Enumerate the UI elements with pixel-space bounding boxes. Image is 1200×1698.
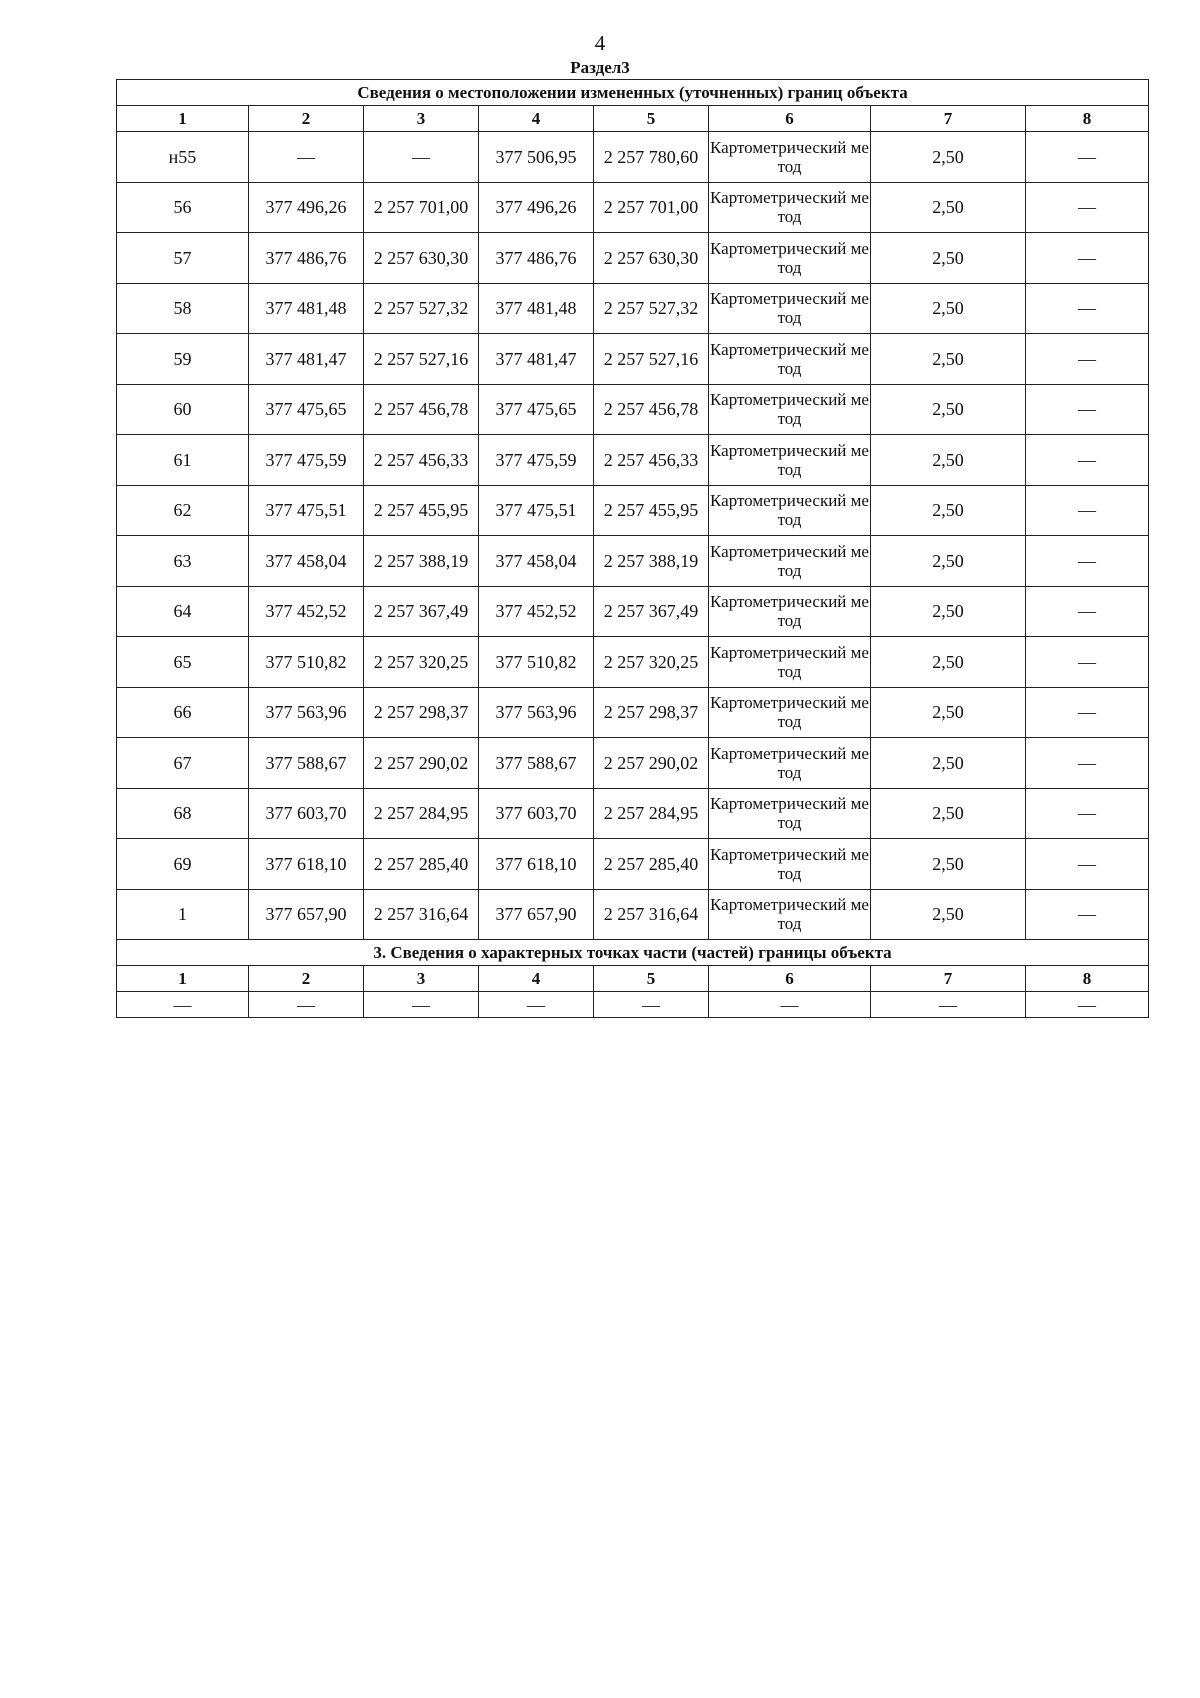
table-cell: — xyxy=(1026,233,1149,284)
column-header: 6 xyxy=(709,106,871,132)
table-cell: Картометрический метод xyxy=(709,132,871,183)
table-cell: 377 618,10 xyxy=(479,839,594,890)
table-cell: — xyxy=(1026,132,1149,183)
table-cell: Картометрический метод xyxy=(709,233,871,284)
table-cell: — xyxy=(1026,992,1149,1018)
table-cell: — xyxy=(1026,839,1149,890)
table-row xyxy=(117,334,1149,385)
table-cell: — xyxy=(1026,738,1149,789)
table-row xyxy=(117,435,1149,486)
table-cell: 2 257 298,37 xyxy=(594,687,709,738)
table-row xyxy=(117,233,1149,284)
table-cell: Картометрический метод xyxy=(709,283,871,334)
table-cell: 2 257 388,19 xyxy=(594,536,709,587)
table-row xyxy=(117,788,1149,839)
table-cell: — xyxy=(1026,687,1149,738)
column-header: 8 xyxy=(1026,106,1149,132)
table-cell: 377 458,04 xyxy=(249,536,364,587)
column-header: 6 xyxy=(709,966,871,992)
table-cell: 377 475,65 xyxy=(479,384,594,435)
table-cell: 2 257 285,40 xyxy=(364,839,479,890)
table-cell: — xyxy=(364,992,479,1018)
page-number: 4 xyxy=(594,31,606,55)
column-header: 4 xyxy=(479,966,594,992)
table-cell: 377 496,26 xyxy=(479,182,594,233)
table-row xyxy=(117,738,1149,789)
table-cell: 61 xyxy=(117,435,249,486)
table-row xyxy=(117,485,1149,536)
table-cell: — xyxy=(1026,283,1149,334)
table-cell: 377 475,59 xyxy=(249,435,364,486)
table-row xyxy=(117,637,1149,688)
column-header: 1 xyxy=(117,106,249,132)
table-cell: Картометрический метод xyxy=(709,637,871,688)
table-cell: Картометрический метод xyxy=(709,788,871,839)
column-header: 5 xyxy=(594,106,709,132)
table-cell: Картометрический метод xyxy=(709,182,871,233)
table-cell: — xyxy=(1026,536,1149,587)
column-header: 4 xyxy=(479,106,594,132)
table-row xyxy=(117,992,1149,1018)
table-cell: 377 475,51 xyxy=(479,485,594,536)
table-cell: 2 257 527,16 xyxy=(594,334,709,385)
boundary-coordinates-table xyxy=(116,79,1149,1018)
table-cell: 377 657,90 xyxy=(479,889,594,940)
table-cell: Картометрический метод xyxy=(709,839,871,890)
table-cell: 67 xyxy=(117,738,249,789)
table-cell: н55 xyxy=(117,132,249,183)
table-cell: 2 257 284,95 xyxy=(364,788,479,839)
table-cell: 2,50 xyxy=(871,233,1026,284)
table-cell: 57 xyxy=(117,233,249,284)
table-cell: 2 257 320,25 xyxy=(594,637,709,688)
table2-title-row xyxy=(117,940,1149,966)
table-cell: 2,50 xyxy=(871,637,1026,688)
table-cell: Картометрический метод xyxy=(709,384,871,435)
table-cell: 2,50 xyxy=(871,182,1026,233)
table1-title-row xyxy=(117,80,1149,106)
table-cell: Картометрический метод xyxy=(709,687,871,738)
table-cell: 2 257 388,19 xyxy=(364,536,479,587)
table-cell: 377 475,51 xyxy=(249,485,364,536)
table-cell: 377 452,52 xyxy=(479,586,594,637)
table-cell: 377 618,10 xyxy=(249,839,364,890)
column-header: 7 xyxy=(871,106,1026,132)
table-cell: 59 xyxy=(117,334,249,385)
table-cell: 69 xyxy=(117,839,249,890)
table-cell: 2 257 630,30 xyxy=(594,233,709,284)
table-cell: — xyxy=(1026,384,1149,435)
table-cell: 377 563,96 xyxy=(479,687,594,738)
table-cell: 56 xyxy=(117,182,249,233)
table-cell: 377 481,47 xyxy=(479,334,594,385)
column-header: 3 xyxy=(364,966,479,992)
table-cell: 2 257 527,32 xyxy=(594,283,709,334)
table-cell: 2 257 527,32 xyxy=(364,283,479,334)
table-cell: 2,50 xyxy=(871,334,1026,385)
table-cell: 2,50 xyxy=(871,384,1026,435)
table-cell: 2,50 xyxy=(871,839,1026,890)
table-cell: — xyxy=(709,992,871,1018)
column-header: 1 xyxy=(117,966,249,992)
table-cell: — xyxy=(1026,485,1149,536)
table-cell: 2,50 xyxy=(871,485,1026,536)
table-cell: 63 xyxy=(117,536,249,587)
table-cell: Картометрический метод xyxy=(709,485,871,536)
section-title: Раздел3 xyxy=(570,58,630,77)
table-cell: 2,50 xyxy=(871,738,1026,789)
table-cell: 2 257 290,02 xyxy=(594,738,709,789)
table2-header-row xyxy=(117,966,1149,992)
column-header: 3 xyxy=(364,106,479,132)
table-cell: 2 257 455,95 xyxy=(594,485,709,536)
table-cell: 377 563,96 xyxy=(249,687,364,738)
table-cell: — xyxy=(249,132,364,183)
table-cell: 2 257 284,95 xyxy=(594,788,709,839)
table-cell: 2 257 456,78 xyxy=(364,384,479,435)
table-cell: 2,50 xyxy=(871,788,1026,839)
table-cell: — xyxy=(1026,586,1149,637)
table-cell: — xyxy=(117,992,249,1018)
table-cell: 2 257 780,60 xyxy=(594,132,709,183)
table-cell: 377 496,26 xyxy=(249,182,364,233)
table-cell: Картометрический метод xyxy=(709,334,871,385)
table-row xyxy=(117,182,1149,233)
table-cell: 60 xyxy=(117,384,249,435)
table-cell: — xyxy=(479,992,594,1018)
table-cell: 1 xyxy=(117,889,249,940)
table-cell: 2 257 367,49 xyxy=(364,586,479,637)
column-header: 8 xyxy=(1026,966,1149,992)
table-cell: 2 257 316,64 xyxy=(594,889,709,940)
table-cell: 377 506,95 xyxy=(479,132,594,183)
table-cell: 377 475,59 xyxy=(479,435,594,486)
table-cell: 2,50 xyxy=(871,536,1026,587)
table-cell: 2 257 456,33 xyxy=(594,435,709,486)
table-cell: 64 xyxy=(117,586,249,637)
table-row xyxy=(117,586,1149,637)
table-cell: 377 510,82 xyxy=(249,637,364,688)
table-cell: 65 xyxy=(117,637,249,688)
column-header: 2 xyxy=(249,966,364,992)
table-cell: 66 xyxy=(117,687,249,738)
table-cell: 62 xyxy=(117,485,249,536)
table-row xyxy=(117,839,1149,890)
table-cell: 377 657,90 xyxy=(249,889,364,940)
table-cell: — xyxy=(1026,435,1149,486)
table-cell: — xyxy=(1026,334,1149,385)
table-cell: Картометрический метод xyxy=(709,536,871,587)
table2-title: 3. Сведения о характерных точках части (частей) границы объекта xyxy=(117,940,1149,966)
table-cell: 2 257 455,95 xyxy=(364,485,479,536)
table-cell: 377 603,70 xyxy=(479,788,594,839)
table-cell: 2 257 320,25 xyxy=(364,637,479,688)
table-cell: 58 xyxy=(117,283,249,334)
table-cell: 2 257 298,37 xyxy=(364,687,479,738)
table-cell: 377 458,04 xyxy=(479,536,594,587)
table-cell: 2 257 456,33 xyxy=(364,435,479,486)
table-row xyxy=(117,687,1149,738)
table-cell: 2,50 xyxy=(871,889,1026,940)
table-cell: 68 xyxy=(117,788,249,839)
column-header: 2 xyxy=(249,106,364,132)
table-cell: 2 257 527,16 xyxy=(364,334,479,385)
table-cell: — xyxy=(871,992,1026,1018)
table-row xyxy=(117,889,1149,940)
table-cell: — xyxy=(1026,788,1149,839)
table-cell: 377 481,47 xyxy=(249,334,364,385)
table-cell: 2,50 xyxy=(871,586,1026,637)
table-cell: 377 452,52 xyxy=(249,586,364,637)
table-row xyxy=(117,384,1149,435)
table-cell: 2,50 xyxy=(871,687,1026,738)
table-cell: 2,50 xyxy=(871,283,1026,334)
table-cell: 2 257 290,02 xyxy=(364,738,479,789)
table1-header-row xyxy=(117,106,1149,132)
table-cell: — xyxy=(1026,182,1149,233)
table-row xyxy=(117,132,1149,183)
table-cell: — xyxy=(1026,889,1149,940)
table-cell: 2,50 xyxy=(871,435,1026,486)
table-cell: Картометрический метод xyxy=(709,889,871,940)
table-cell: — xyxy=(249,992,364,1018)
table-cell: 377 481,48 xyxy=(479,283,594,334)
table-cell: 2 257 285,40 xyxy=(594,839,709,890)
table-cell: 2 257 456,78 xyxy=(594,384,709,435)
table-cell: 377 510,82 xyxy=(479,637,594,688)
table-cell: 2 257 630,30 xyxy=(364,233,479,284)
column-header: 5 xyxy=(594,966,709,992)
table-cell: 377 475,65 xyxy=(249,384,364,435)
table-cell: 377 486,76 xyxy=(249,233,364,284)
table-cell: 377 481,48 xyxy=(249,283,364,334)
table-cell: 2 257 701,00 xyxy=(594,182,709,233)
table-cell: 377 588,67 xyxy=(249,738,364,789)
table-cell: — xyxy=(594,992,709,1018)
table-cell: Картометрический метод xyxy=(709,586,871,637)
table-cell: 377 588,67 xyxy=(479,738,594,789)
table-cell: 377 486,76 xyxy=(479,233,594,284)
table-row xyxy=(117,283,1149,334)
table-cell: — xyxy=(364,132,479,183)
table-cell: — xyxy=(1026,637,1149,688)
table-cell: 377 603,70 xyxy=(249,788,364,839)
table-cell: Картометрический метод xyxy=(709,738,871,789)
table-cell: Картометрический метод xyxy=(709,435,871,486)
table-cell: 2,50 xyxy=(871,132,1026,183)
column-header: 7 xyxy=(871,966,1026,992)
table-body xyxy=(117,80,1149,1018)
table1-title: Сведения о местоположении измененных (уточненных) границ объекта xyxy=(117,80,1149,106)
table-cell: 2 257 316,64 xyxy=(364,889,479,940)
table-cell: 2 257 367,49 xyxy=(594,586,709,637)
table-cell: 2 257 701,00 xyxy=(364,182,479,233)
table-row xyxy=(117,536,1149,587)
